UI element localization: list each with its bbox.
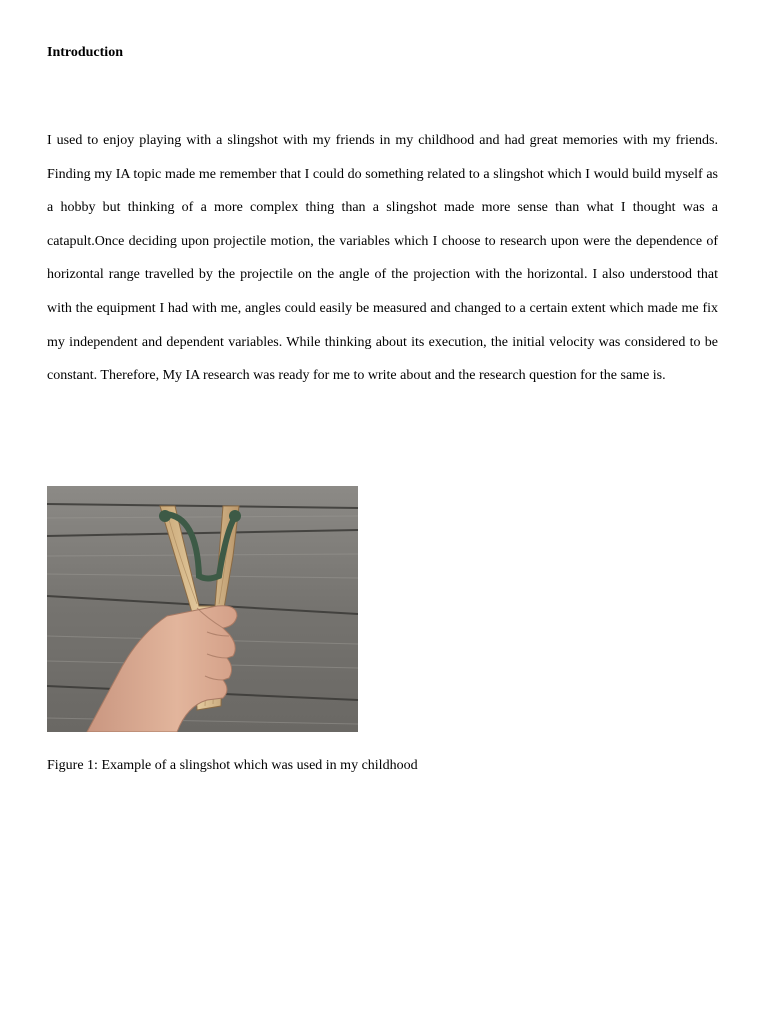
section-heading: Introduction <box>47 45 123 60</box>
introduction-paragraph: I used to enjoy playing with a slingshot with my friends in my childhood and had great memories with my friends. Finding my IA topic made me remember that I could do something related to a slingshot which I would build myself as a hobby but thinking of a more complex thing than a slingshot made more sense than what I thought was a catapult.Once deciding upon projectile motion, the variables which I choose to research upon were the dependence of horizontal range travelled by the projectile on the angle of the projection with the horizontal. I also understood that with the equipment I had with me, angles could easily be measured and changed to a certain extent which made me fix my independent and dependent variables. While thinking about its execution, the initial velocity was considered to be constant. Therefore, My IA research was ready for me to write about and the research question for the same is. <box>47 133 718 384</box>
figure-caption: Figure 1: Example of a slingshot which was used in my childhood <box>47 758 418 773</box>
slingshot-photo <box>47 486 358 732</box>
